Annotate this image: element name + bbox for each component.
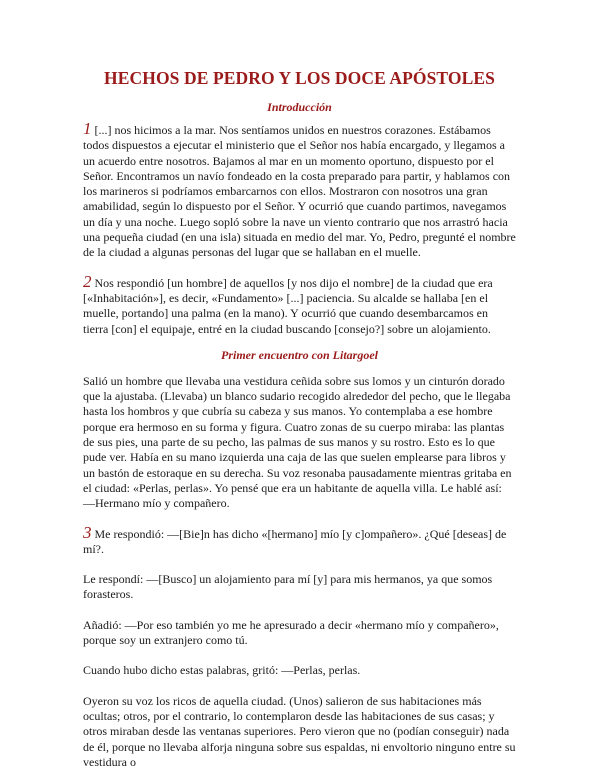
paragraph-8: Oyeron su voz los ricos de aquella ciudad. (Unos) salieron de sus habitaciones más ocultas; otros, por el contrario, lo contemplaron desde las habitaciones de sus casas; y otros miraban desde las ventanas superiores. Pero vieron que no (podían conseguir) nada de él, porque no llevaba alforja ninguna sobre sus espaldas, ni envoltorio ninguno entre su vestidura o — [83, 693, 516, 769]
paragraph-2 — [83, 271, 516, 337]
paragraph-3: Salió un hombre que llevaba una vestidura ceñida sobre sus lomos y un cinturón dorado que la ajustaba. (Llevaba) un blanco sudario recogido alrededor del pecho, que le llegaba hasta los hombros y que cubría su cabeza y sus manos. Yo contemplaba a ese hombre porque era hermoso en su forma y figura. Cuatro zonas de su cuerpo miraba: las plantas de sus pies, una parte de su pecho, las palmas de sus manos y su rostro. Esto es lo que pude ver. Había en su mano izquierda una caja de las que suelen emplearse para libros y un bastón de estoraque en su derecha. Su voz resonaba pausadamente mientras gritaba en el ciudad: «Perlas, perlas». Yo pensé que era un habitante de aquella villa. Le hablé así: —Hermano mío y compañero. — [83, 373, 512, 511]
document-title: HECHOS DE PEDRO Y LOS DOCE APÓSTOLES — [104, 68, 495, 88]
paragraph-1-text: [...] nos hicimos a la mar. Nos sentíamos unidos en nuestros corazones. Estábamos todos dispuestos a ejecutar el ministerio que el Señor nos había encargado, y llegamos a un acuerdo entre nosotros. Bajamos al mar en un momento oportuno, dispuesto por el Señor. Encontramos un navío fondeado en la costa preparado para partir, y hablamos con los marineros si podríamos embarcarnos con ellos. Mostraron con nosotros una gran amabilidad, según lo dispuesto por el Señor. Y ocurrió que cuando partimos, navegamos un día y una noche. Luego sopló sobre la nave un viento contrario que nos arrastró hacia una pequeña ciudad (en una isla) situada en medio del mar. Yo, Pedro, pregunté el nombre de la ciudad a algunas personas del lugar que se hallaban en el muelle. — [83, 123, 516, 260]
paragraph-1 — [83, 119, 516, 261]
paragraph-number-3: 3 — [83, 522, 92, 542]
paragraph-2-text: Nos respondió [un hombre] de aquellos [y nos dijo el nombre] de la ciudad que era [«Inhabitación»], es decir, «Fundamento» [...] paciencia. Su alcalde se hallaba [en el muelle, portando] una palma (en la mano). Y ocurrió que cuando desembarcamos en tierra [con] el equipaje, entré en la ciudad buscando [consejo?] sobre un alojamiento. — [83, 275, 493, 336]
paragraph-number-2: 2 — [83, 271, 92, 291]
section-heading: Primer encuentro con Litargoel — [221, 347, 378, 362]
paragraph-5: Le respondí: —[Busco] un alojamiento para mí [y] para mis hermanos, ya que somos forasteros. — [83, 572, 493, 602]
paragraph-number-1: 1 — [83, 119, 92, 138]
paragraph-4 — [83, 522, 516, 558]
paragraph-7: Cuando hubo dicho estas palabras, gritó: —Perlas, perlas. — [83, 663, 361, 678]
paragraph-6: Añadió: —Por eso también yo me he apresurado a decir «hermano mío y compañero», porque soy un extranjero como tú. — [83, 617, 499, 648]
paragraph-4-text: Me respondió: —[Bie]n has dicho «[hermano] mío [y c]ompañero». ¿Qué [deseas] de mí?. — [83, 526, 507, 556]
introduction-heading: Introducción — [267, 100, 332, 114]
